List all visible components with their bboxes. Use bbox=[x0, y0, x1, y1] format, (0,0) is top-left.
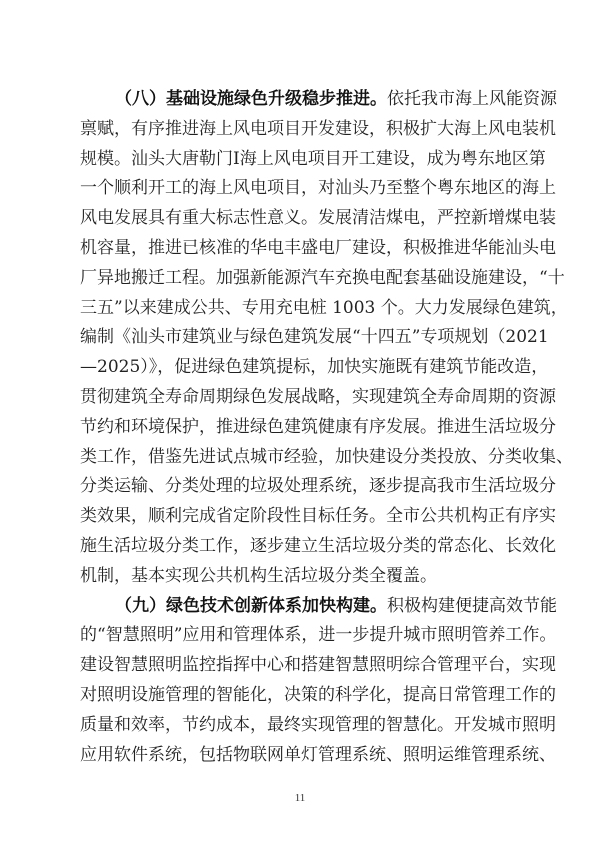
paragraph-text: 依托我市海上风能资源 bbox=[387, 89, 557, 109]
paragraph-line: 施生活垃圾分类工作，逐步建立生活垃圾分类的常态化、长效化 bbox=[80, 535, 556, 556]
paragraph-line: 应用软件系统，包括物联网单灯管理系统、照明运维管理系统、 bbox=[80, 744, 556, 765]
paragraph bbox=[80, 85, 573, 592]
paragraph-line: 厂异地搬迁工程。加强新能源汽车充换电配套基础设施建设，“十 bbox=[80, 267, 565, 288]
paragraph-first-line bbox=[80, 592, 557, 622]
paragraph-line: 机制，基本实现公共机构生活垃圾分类全覆盖。 bbox=[80, 565, 437, 586]
paragraph-line: —2025）》，促进绿色建筑提标，加快实施既有建筑节能改造， bbox=[80, 357, 549, 378]
paragraph-line: 编制《汕头市建筑业与绿色建筑发展“十四五”专项规划（2021 bbox=[80, 327, 549, 348]
section-heading: （八）基础设施绿色升级稳步推进。 bbox=[115, 89, 387, 109]
paragraph-text: 积极构建便捷高效节能 bbox=[387, 595, 557, 616]
section-heading: （九）绿色技术创新体系加快构建。 bbox=[115, 595, 387, 616]
paragraph-line: 三五”以来建成公共、专用充电桩 1003 个。大力发展绿色建筑， bbox=[80, 297, 568, 318]
paragraph-line: 规模。汕头大唐勒门Ⅰ海上风电项目开工建设，成为粤东地区第 bbox=[80, 148, 546, 169]
paragraph-line: 分类运输、分类处理的垃圾处理系统，逐步提高我市生活垃圾分 bbox=[80, 476, 556, 497]
paragraph bbox=[80, 592, 557, 771]
paragraph-line: 类效果，顺利完成省定阶段性目标任务。全市公共机构正有序实 bbox=[80, 506, 556, 527]
paragraph-line: 一个顺利开工的海上风电项目，对汕头乃至整个粤东地区的海上 bbox=[80, 178, 556, 199]
paragraph-line: 质量和效率，节约成本，最终实现管理的智慧化。开发城市照明 bbox=[80, 714, 556, 735]
paragraph-line: 节约和环境保护，推进绿色建筑健康有序发展。推进生活垃圾分 bbox=[80, 416, 556, 437]
paragraph-line: 风电发展具有重大标志性意义。发展清洁煤电，严控新增煤电装 bbox=[80, 208, 556, 229]
page-number: 11 bbox=[294, 792, 306, 804]
paragraph-line: 建设智慧照明监控指挥中心和搭建智慧照明综合管理平台，实现 bbox=[80, 655, 556, 676]
paragraph-line: 禀赋，有序推进海上风电项目开发建设，积极扩大海上风电装机 bbox=[80, 118, 556, 139]
paragraph-line: 的“智慧照明”应用和管理体系，进一步提升城市照明管养工作。 bbox=[80, 625, 557, 646]
document-body bbox=[80, 85, 573, 770]
paragraph-line: 贯彻建筑全寿命周期绿色发展战略，实现建筑全寿命周期的资源 bbox=[80, 386, 556, 407]
paragraph-line: 类工作，借鉴先进试点城市经验，加快建设分类投放、分类收集、 bbox=[80, 446, 573, 467]
paragraph-first-line bbox=[80, 85, 557, 115]
paragraph-line: 对照明设施管理的智能化，决策的科学化，提高日常管理工作的 bbox=[80, 684, 556, 705]
paragraph-line: 机容量，推进已核准的华电丰盛电厂建设，积极推进华能汕头电 bbox=[80, 237, 556, 258]
